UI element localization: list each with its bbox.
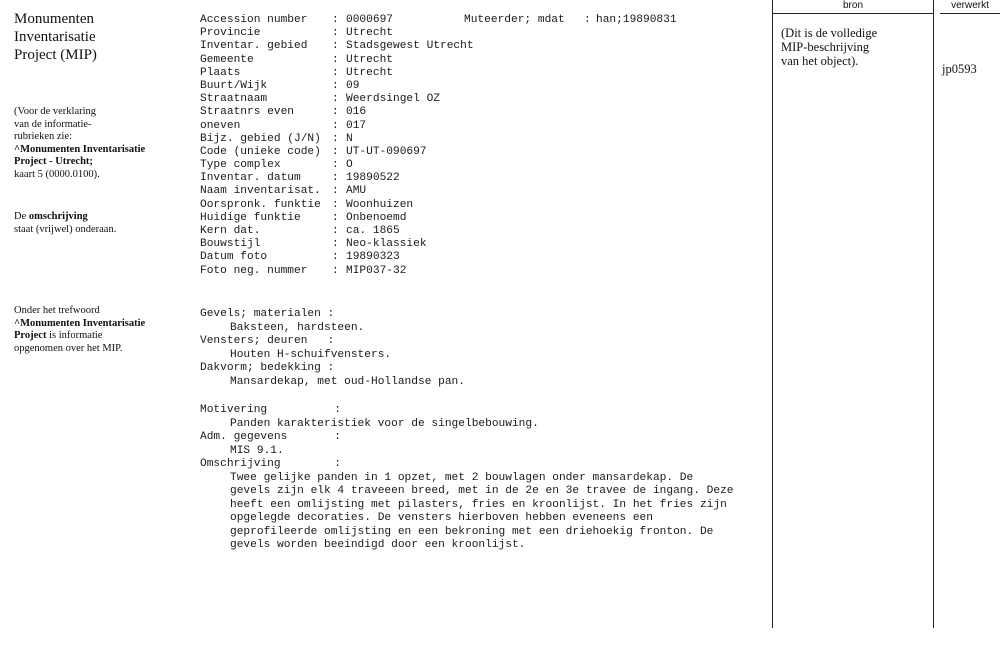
- description-line: gevels zijn elk 4 traveeen breed, met in de 2e en 3e travee de ingang. Deze: [230, 485, 734, 497]
- field-separator: :: [332, 211, 339, 224]
- field-value: Stadsgewest Utrecht: [346, 40, 474, 53]
- field-label: Straatnaam: [200, 93, 268, 106]
- field-label: Bijz. gebied (J/N): [200, 132, 321, 145]
- field-separator: :: [332, 225, 339, 237]
- section-value: Baksteen, hardsteen.: [230, 321, 365, 334]
- field-label: Naam inventarisat.: [200, 185, 321, 198]
- record-row: [200, 265, 760, 278]
- section-heading: Dakvorm; bedekking :: [200, 362, 335, 374]
- record-row: [200, 14, 760, 27]
- description-line: Twee gelijke panden in 1 opzet, met 2 bouwlagen onder mansardekap. De: [230, 471, 694, 484]
- motivation-section: [200, 404, 760, 553]
- description-line: gevels worden beeindigd door een kroonlijst.: [230, 539, 526, 551]
- field-label: Provincie: [200, 27, 261, 40]
- source-column: [772, 0, 934, 628]
- field-separator: :: [332, 185, 339, 198]
- field-value: 19890323: [346, 251, 400, 264]
- section-heading: Adm. gegevens :: [200, 431, 341, 443]
- description-line: heeft een omlijsting met pilasters, fries en kroonlijst. In het fries zijn: [230, 498, 727, 511]
- info-note: (Voor de verklaring van de informatie- rubrieken zie: ^Monumenten Inventarisatie Project - Utrecht; kaart 5 (0000.0100).: [14, 106, 146, 180]
- record-row: [200, 212, 760, 225]
- record-row: [200, 40, 760, 53]
- record-row: [200, 106, 760, 119]
- processed-header: verwerkt: [940, 0, 1000, 14]
- record-row: [200, 159, 760, 172]
- field-label: Buurt/Wijk: [200, 79, 268, 92]
- description-note: De omschrijving staat (vrijwel) onderaan.: [14, 211, 117, 235]
- field-value: Utrecht: [346, 27, 393, 40]
- field-separator: :: [332, 119, 339, 132]
- field-label: Oorspronk. funktie: [200, 198, 321, 211]
- field-label: Gemeente: [200, 53, 254, 66]
- field-value: 017: [346, 119, 367, 132]
- processed-column: [940, 0, 1000, 628]
- field-label: oneven: [200, 119, 241, 132]
- section-value: MIS 9.1.: [230, 444, 284, 457]
- field-label: Type complex: [200, 159, 281, 172]
- field-value: Utrecht: [346, 53, 393, 66]
- field-separator: :: [332, 14, 339, 26]
- field-separator: :: [332, 264, 339, 277]
- field-label: Code (unieke code): [200, 145, 321, 158]
- mutator-value: han;19890831: [596, 14, 677, 26]
- record-row: [200, 133, 760, 146]
- mutator-label: Muteerder; mdat: [464, 14, 565, 26]
- field-label: Datum foto: [200, 251, 268, 264]
- record-row: [200, 172, 760, 185]
- field-label: Inventar. datum: [200, 172, 301, 185]
- field-value: MIP037-32: [346, 264, 407, 277]
- field-value: Onbenoemd: [346, 211, 407, 224]
- record-row: [200, 225, 760, 238]
- field-label: Huidige funktie: [200, 211, 301, 224]
- record-row: [200, 185, 760, 198]
- field-label: Foto neg. nummer: [200, 264, 308, 277]
- field-value: Neo-klassiek: [346, 238, 427, 251]
- field-label: Bouwstijl: [200, 238, 261, 251]
- field-label: Inventar. gebied: [200, 40, 308, 53]
- field-value: Woonhuizen: [346, 198, 414, 211]
- record-row: [200, 199, 760, 212]
- record-row: [200, 146, 760, 159]
- section-heading: Motivering :: [200, 404, 341, 416]
- field-separator: :: [332, 106, 339, 119]
- field-value: UT-UT-090697: [346, 145, 427, 158]
- field-separator: :: [332, 27, 339, 40]
- field-label: Accession number: [200, 14, 308, 26]
- field-value: ca. 1865: [346, 225, 400, 237]
- source-note: (Dit is de volledige MIP-beschrijving van het object).: [781, 26, 878, 68]
- description-line: opgelegde decoraties. De vensters hierboven hebben eveneens een: [230, 512, 653, 524]
- field-label: Plaats: [200, 66, 241, 79]
- field-separator: :: [332, 159, 339, 172]
- field-label: Kern dat.: [200, 225, 261, 237]
- field-separator: :: [332, 172, 339, 185]
- field-value: AMU: [346, 185, 367, 198]
- processed-code: jp0593: [942, 62, 977, 76]
- field-value: 09: [346, 79, 360, 92]
- reference-link: ^Monumenten Inventarisatie: [14, 143, 146, 155]
- record-row: [200, 251, 760, 264]
- section-heading: Vensters; deuren :: [200, 335, 335, 347]
- section-value: Houten H-schuifvensters.: [230, 348, 392, 361]
- section-value: Mansardekap, met oud-Hollandse pan.: [230, 375, 465, 388]
- keyword-note: Onder het trefwoord ^Monumenten Inventarisatie Project is informatie opgenomen over het MIP.: [14, 305, 146, 354]
- description-text: [200, 472, 760, 553]
- field-label: Straatnrs even: [200, 106, 294, 119]
- field-separator: :: [332, 40, 339, 53]
- field-value: Utrecht: [346, 66, 393, 79]
- field-separator: :: [332, 145, 339, 158]
- field-value: 0000697: [346, 14, 393, 26]
- record-row: [200, 54, 760, 67]
- field-separator: :: [332, 238, 339, 251]
- field-separator: :: [332, 66, 339, 79]
- record-row: [200, 80, 760, 93]
- field-value: 016: [346, 106, 367, 119]
- field-value: 19890522: [346, 172, 400, 185]
- field-value: Weerdsingel OZ: [346, 93, 440, 106]
- section-heading: Omschrijving :: [200, 458, 341, 470]
- record-row: [200, 120, 760, 133]
- source-header: bron: [773, 0, 933, 14]
- field-separator: :: [332, 93, 339, 106]
- title-line: Inventarisatie: [14, 29, 96, 45]
- record-row: [200, 27, 760, 40]
- left-margin: [14, 10, 174, 64]
- record-row: [200, 67, 760, 80]
- field-separator: :: [584, 14, 591, 26]
- section-value: Panden karakteristiek voor de singelbebouwing.: [230, 417, 539, 430]
- record-fields: [200, 14, 760, 278]
- record-row: [200, 93, 760, 106]
- field-separator: :: [332, 79, 339, 92]
- document-title: [14, 10, 174, 64]
- field-value: O: [346, 159, 353, 172]
- title-line: Monumenten: [14, 11, 94, 27]
- field-separator: :: [332, 198, 339, 211]
- description-line: geprofileerde omlijsting en een bekroning met een driehoekig fronton. De: [230, 525, 714, 538]
- section-heading: Gevels; materialen :: [200, 308, 335, 320]
- materials-section: [200, 308, 760, 389]
- field-separator: :: [332, 53, 339, 66]
- record-row: [200, 238, 760, 251]
- field-separator: :: [332, 251, 339, 264]
- field-value: N: [346, 132, 353, 145]
- field-separator: :: [332, 132, 339, 145]
- title-line: Project (MIP): [14, 47, 97, 63]
